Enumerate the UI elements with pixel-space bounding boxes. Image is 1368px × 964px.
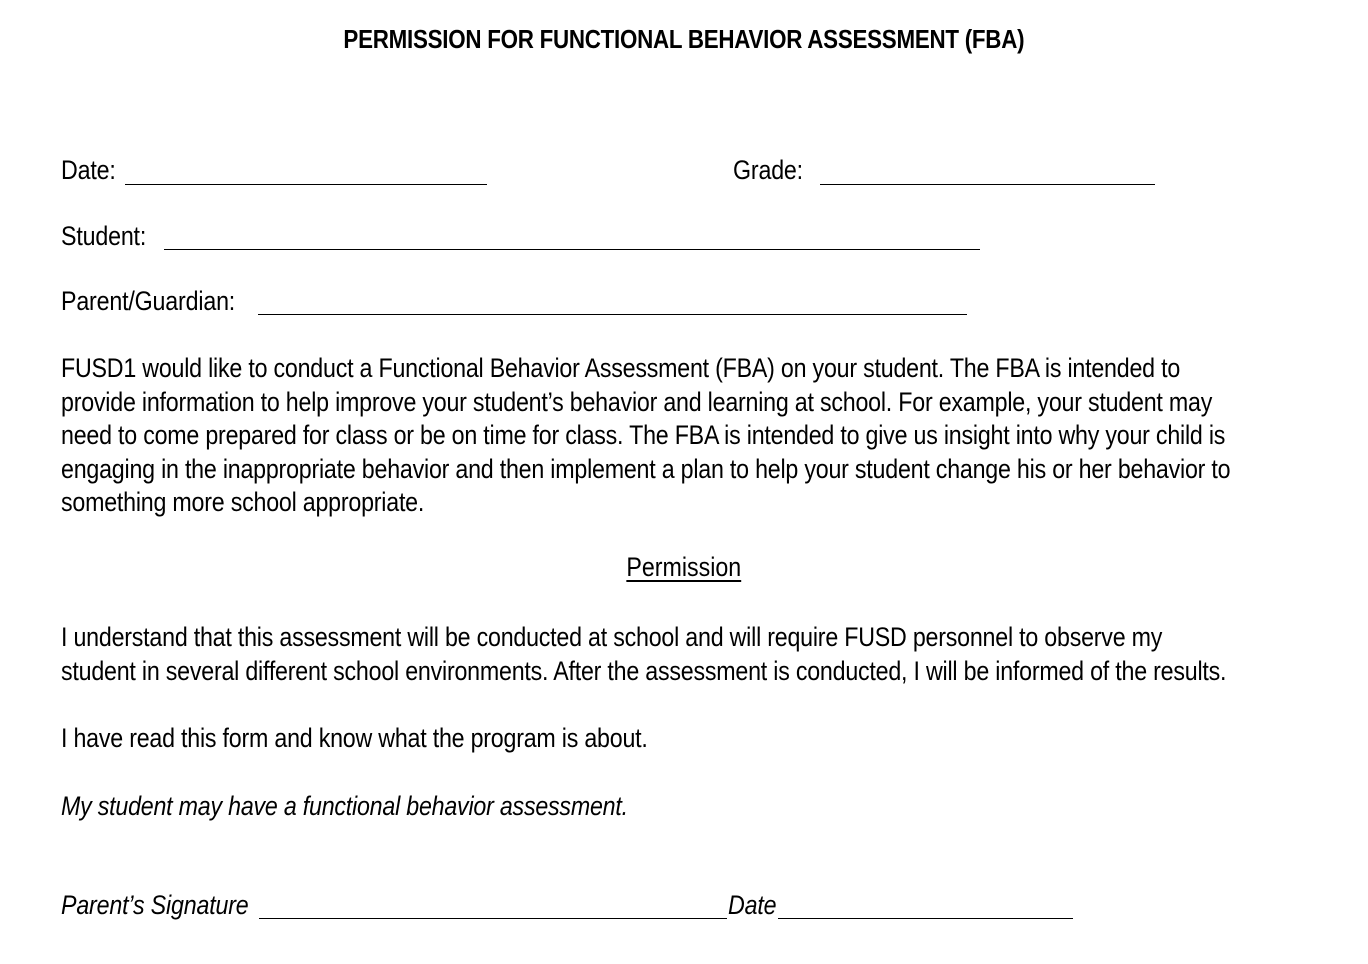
- date-field[interactable]: [130, 155, 485, 183]
- permission-heading: [0, 552, 1368, 583]
- permission-heading-text: Permission: [626, 552, 742, 582]
- parent-label-wrap: [61, 286, 263, 317]
- parent-guardian-label: Parent/Guardian:: [61, 286, 236, 316]
- grade-field[interactable]: [825, 155, 1153, 183]
- date-field-line[interactable]: [125, 184, 487, 185]
- consent-statement: [61, 790, 1265, 824]
- signature-date-label: Date: [728, 890, 777, 920]
- parent-signature-line[interactable]: [259, 918, 727, 919]
- intro-line: engaging in the inappropriate behavior and then implement a plan to help your student change his or her behavior to: [61, 453, 1231, 484]
- document-title-text: PERMISSION FOR FUNCTIONAL BEHAVIOR ASSESSMENT (FBA): [343, 24, 1025, 54]
- grade-label: Grade:: [733, 155, 803, 185]
- parent-signature-label: Parent’s Signature: [61, 890, 249, 920]
- signature-date-label-wrap: [728, 890, 784, 921]
- signature-label-wrap: [61, 890, 279, 921]
- intro-paragraph: [61, 352, 1265, 520]
- consent-line: My student may have a functional behavior assessment.: [61, 791, 628, 821]
- acknowledgement-line: I have read this form and know what the program is about.: [61, 723, 648, 753]
- permission-line: I understand that this assessment will be conducted at school and will require FUSD personnel to observe my: [61, 622, 1163, 652]
- student-label-wrap: [61, 221, 160, 252]
- permission-paragraph: [61, 621, 1265, 688]
- date-label-wrap: [61, 155, 125, 186]
- document-title: [0, 24, 1368, 55]
- date-label: Date:: [61, 155, 116, 185]
- intro-line: FUSD1 would like to conduct a Functional Behavior Assessment (FBA) on your student. The FBA is intended to: [61, 353, 1181, 383]
- parent-guardian-field[interactable]: [264, 286, 964, 314]
- parent-signature-field[interactable]: [262, 890, 724, 918]
- permission-line: student in several different school environments. After the assessment is conducted, I will be informed of the results.: [61, 655, 1227, 686]
- signature-date-field[interactable]: [782, 890, 1070, 918]
- acknowledgement-text: [61, 722, 1265, 756]
- intro-line: need to come prepared for class or be on time for class. The FBA is intended to give us insight into why your child is: [61, 420, 1226, 451]
- grade-field-line[interactable]: [820, 184, 1155, 185]
- parent-guardian-field-line[interactable]: [258, 314, 967, 315]
- intro-line: something more school appropriate.: [61, 487, 425, 518]
- signature-date-line[interactable]: [778, 918, 1073, 919]
- grade-label-wrap: [733, 155, 814, 186]
- student-field-line[interactable]: [164, 249, 980, 250]
- student-field[interactable]: [170, 221, 975, 249]
- student-label: Student:: [61, 221, 147, 251]
- intro-line: provide information to help improve your student’s behavior and learning at school. For example, your student may: [61, 386, 1213, 417]
